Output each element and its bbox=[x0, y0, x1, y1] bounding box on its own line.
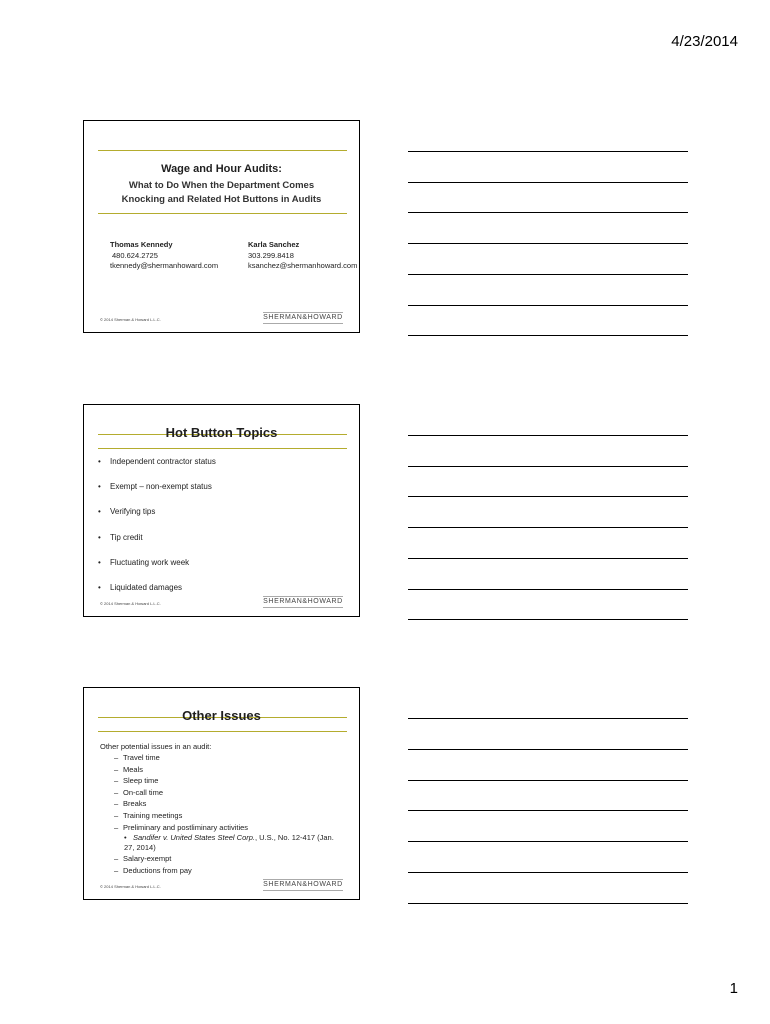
list-item: • Liquidated damages bbox=[98, 582, 183, 592]
contact-name: Thomas Kennedy bbox=[110, 240, 173, 249]
note-line bbox=[408, 619, 688, 620]
slide-copyright: © 2014 Sherman & Howard L.L.C. bbox=[100, 884, 161, 889]
note-line bbox=[408, 749, 688, 750]
note-line bbox=[408, 274, 688, 275]
slide-title-heading: Wage and Hour Audits: bbox=[161, 163, 282, 175]
sherman-howard-logo: SHERMAN&HOWARD bbox=[263, 879, 343, 891]
list-item: • Tip credit bbox=[98, 532, 143, 542]
contact-email: ksanchez@shermanhoward.com bbox=[248, 261, 358, 270]
slide-title-heading: Hot Button Topics bbox=[165, 425, 278, 440]
contact-thomas-kennedy bbox=[110, 240, 218, 272]
note-line bbox=[408, 466, 688, 467]
note-line bbox=[408, 780, 688, 781]
sherman-howard-logo: SHERMAN&HOWARD bbox=[263, 312, 343, 324]
bullet-list bbox=[98, 457, 349, 608]
list-item: – Breaks bbox=[114, 799, 147, 809]
slide-title bbox=[83, 120, 360, 333]
note-line bbox=[408, 872, 688, 873]
list-item: • Fluctuating work week bbox=[98, 557, 190, 567]
list-item: – On-call time bbox=[114, 787, 164, 797]
page-number: 1 bbox=[729, 980, 738, 997]
list-item: – Salary-exempt bbox=[114, 854, 172, 864]
page-date: 4/23/2014 bbox=[671, 33, 738, 50]
note-line bbox=[408, 335, 688, 336]
slide-copyright: © 2014 Sherman & Howard L.L.C. bbox=[100, 317, 161, 322]
note-line bbox=[408, 558, 688, 559]
list-item: • Exempt – non-exempt status bbox=[98, 482, 212, 492]
list-item: – Preliminary and postliminary activities bbox=[114, 822, 249, 832]
contact-phone: 480.624.2725 bbox=[112, 250, 158, 260]
issue-list bbox=[114, 752, 345, 876]
list-item: – Sleep time bbox=[114, 776, 159, 786]
list-item: – Travel time bbox=[114, 753, 160, 762]
note-line bbox=[408, 212, 688, 213]
contact-email: tkennedy@shermanhoward.com bbox=[110, 261, 219, 270]
note-line bbox=[408, 435, 688, 436]
slide-divider-top bbox=[98, 150, 347, 151]
slide-divider-bottom bbox=[98, 731, 347, 732]
slide-hot-button-topics bbox=[83, 404, 360, 617]
note-line bbox=[408, 151, 688, 152]
note-line bbox=[408, 841, 688, 842]
note-line bbox=[408, 496, 688, 497]
slide-divider-bottom bbox=[98, 448, 347, 449]
slide-intro-text: Other potential issues in an audit: bbox=[100, 742, 212, 751]
case-citation-item: • Sandifer v. United States Steel Corp., U.S., No. 12-417 (Jan. 27, 2014) bbox=[124, 833, 334, 853]
slide-copyright: © 2014 Sherman & Howard L.L.C. bbox=[100, 601, 161, 606]
contact-phone: 303.299.8418 bbox=[248, 250, 294, 260]
slide-other-issues bbox=[83, 687, 360, 900]
note-line bbox=[408, 305, 688, 306]
slide-subtitle: What to Do When the Department Comes Knocking and Related Hot Buttons in Audits bbox=[121, 180, 322, 205]
note-line bbox=[408, 527, 688, 528]
slide-divider-bottom bbox=[98, 213, 347, 214]
note-line bbox=[408, 810, 688, 811]
list-item: • Verifying tips bbox=[98, 507, 156, 517]
list-item: – Deductions from pay bbox=[114, 865, 192, 875]
note-line bbox=[408, 718, 688, 719]
note-line bbox=[408, 589, 688, 590]
note-line bbox=[408, 903, 688, 904]
note-line bbox=[408, 182, 688, 183]
sherman-howard-logo: SHERMAN&HOWARD bbox=[263, 596, 343, 608]
note-line bbox=[408, 243, 688, 244]
slide-title-heading: Other Issues bbox=[182, 708, 261, 723]
case-name: Sandifer v. United States Steel Corp. bbox=[133, 833, 256, 843]
list-item: – Meals bbox=[114, 764, 144, 774]
contact-karla-sanchez bbox=[248, 240, 357, 272]
list-item: • Independent contractor status bbox=[98, 457, 216, 466]
list-item: – Training meetings bbox=[114, 810, 183, 820]
contact-name: Karla Sanchez bbox=[248, 240, 300, 249]
case-citation: , U.S., No. 12-417 (Jan. 27, 2014) bbox=[124, 833, 334, 853]
